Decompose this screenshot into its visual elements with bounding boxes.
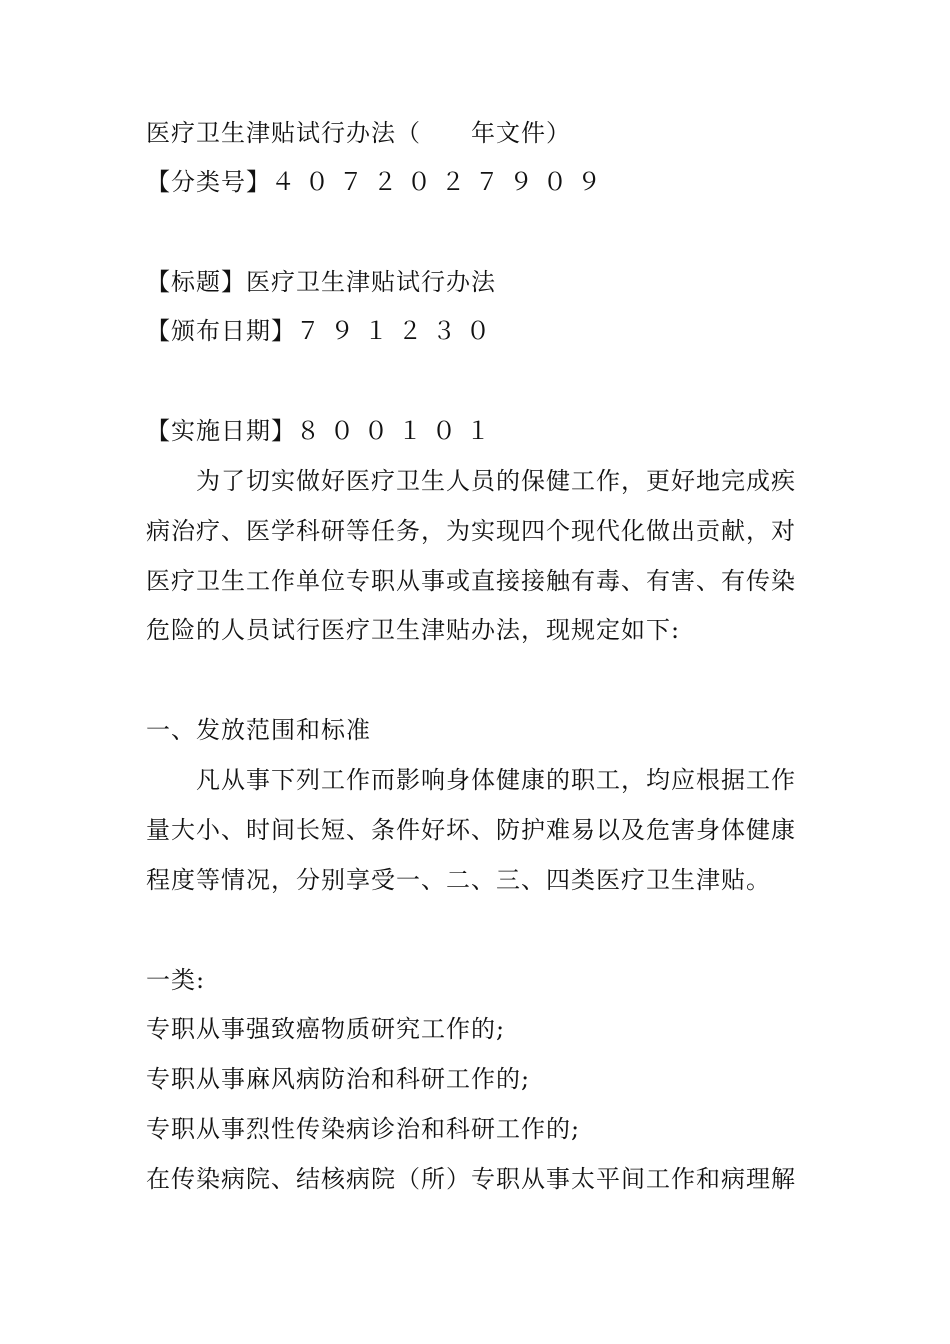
class-1-item: 专职从事强致癌物质研究工作的; <box>146 1015 506 1043</box>
classification-label: 【分类号】 <box>146 168 271 196</box>
section-1-paragraph-line: 程度等情况，分别享受一、二、三、四类医疗卫生津贴。 <box>146 866 771 894</box>
classification-line <box>146 166 816 198</box>
intro-paragraph-line: 病治疗、医学科研等任务，为实现四个现代化做出贡献，对 <box>146 517 796 545</box>
effective-date-label: 【实施日期】 <box>146 417 296 445</box>
issue-date-line <box>146 315 816 347</box>
section-1-paragraph-line: 量大小、时间长短、条件好坏、防护难易以及危害身体健康 <box>146 816 796 844</box>
section-1-paragraph-line: 凡从事下列工作而影响身体健康的职工，均应根据工作 <box>196 766 796 794</box>
title-label: 【标题】 <box>146 268 246 296</box>
document-title-line: 医疗卫生津贴试行办法（ 年文件） <box>146 119 571 147</box>
title-value: 医疗卫生津贴试行办法 <box>246 268 496 296</box>
section-1-heading: 一、发放范围和标准 <box>146 716 371 744</box>
class-1-item: 专职从事烈性传染病诊治和科研工作的; <box>146 1115 581 1143</box>
title-line <box>146 266 816 298</box>
class-1-item: 专职从事麻风病防治和科研工作的; <box>146 1065 531 1093</box>
issue-date-label: 【颁布日期】 <box>146 317 296 345</box>
intro-paragraph-line: 医疗卫生工作单位专职从事或直接接触有毒、有害、有传染 <box>146 567 796 595</box>
intro-paragraph-line: 危险的人员试行医疗卫生津贴办法，现规定如下: <box>146 616 681 644</box>
effective-date-line <box>146 415 816 447</box>
issue-date-value: ７９１２３０ <box>296 317 500 345</box>
classification-value: ４０７２０２７９０９ <box>271 168 611 196</box>
class-1-item: 在传染病院、结核病院（所）专职从事太平间工作和病理解 <box>146 1165 796 1193</box>
effective-date-value: ８００１０１ <box>296 417 500 445</box>
class-1-heading: 一类: <box>146 966 206 994</box>
intro-paragraph-line: 为了切实做好医疗卫生人员的保健工作，更好地完成疾 <box>196 467 796 495</box>
